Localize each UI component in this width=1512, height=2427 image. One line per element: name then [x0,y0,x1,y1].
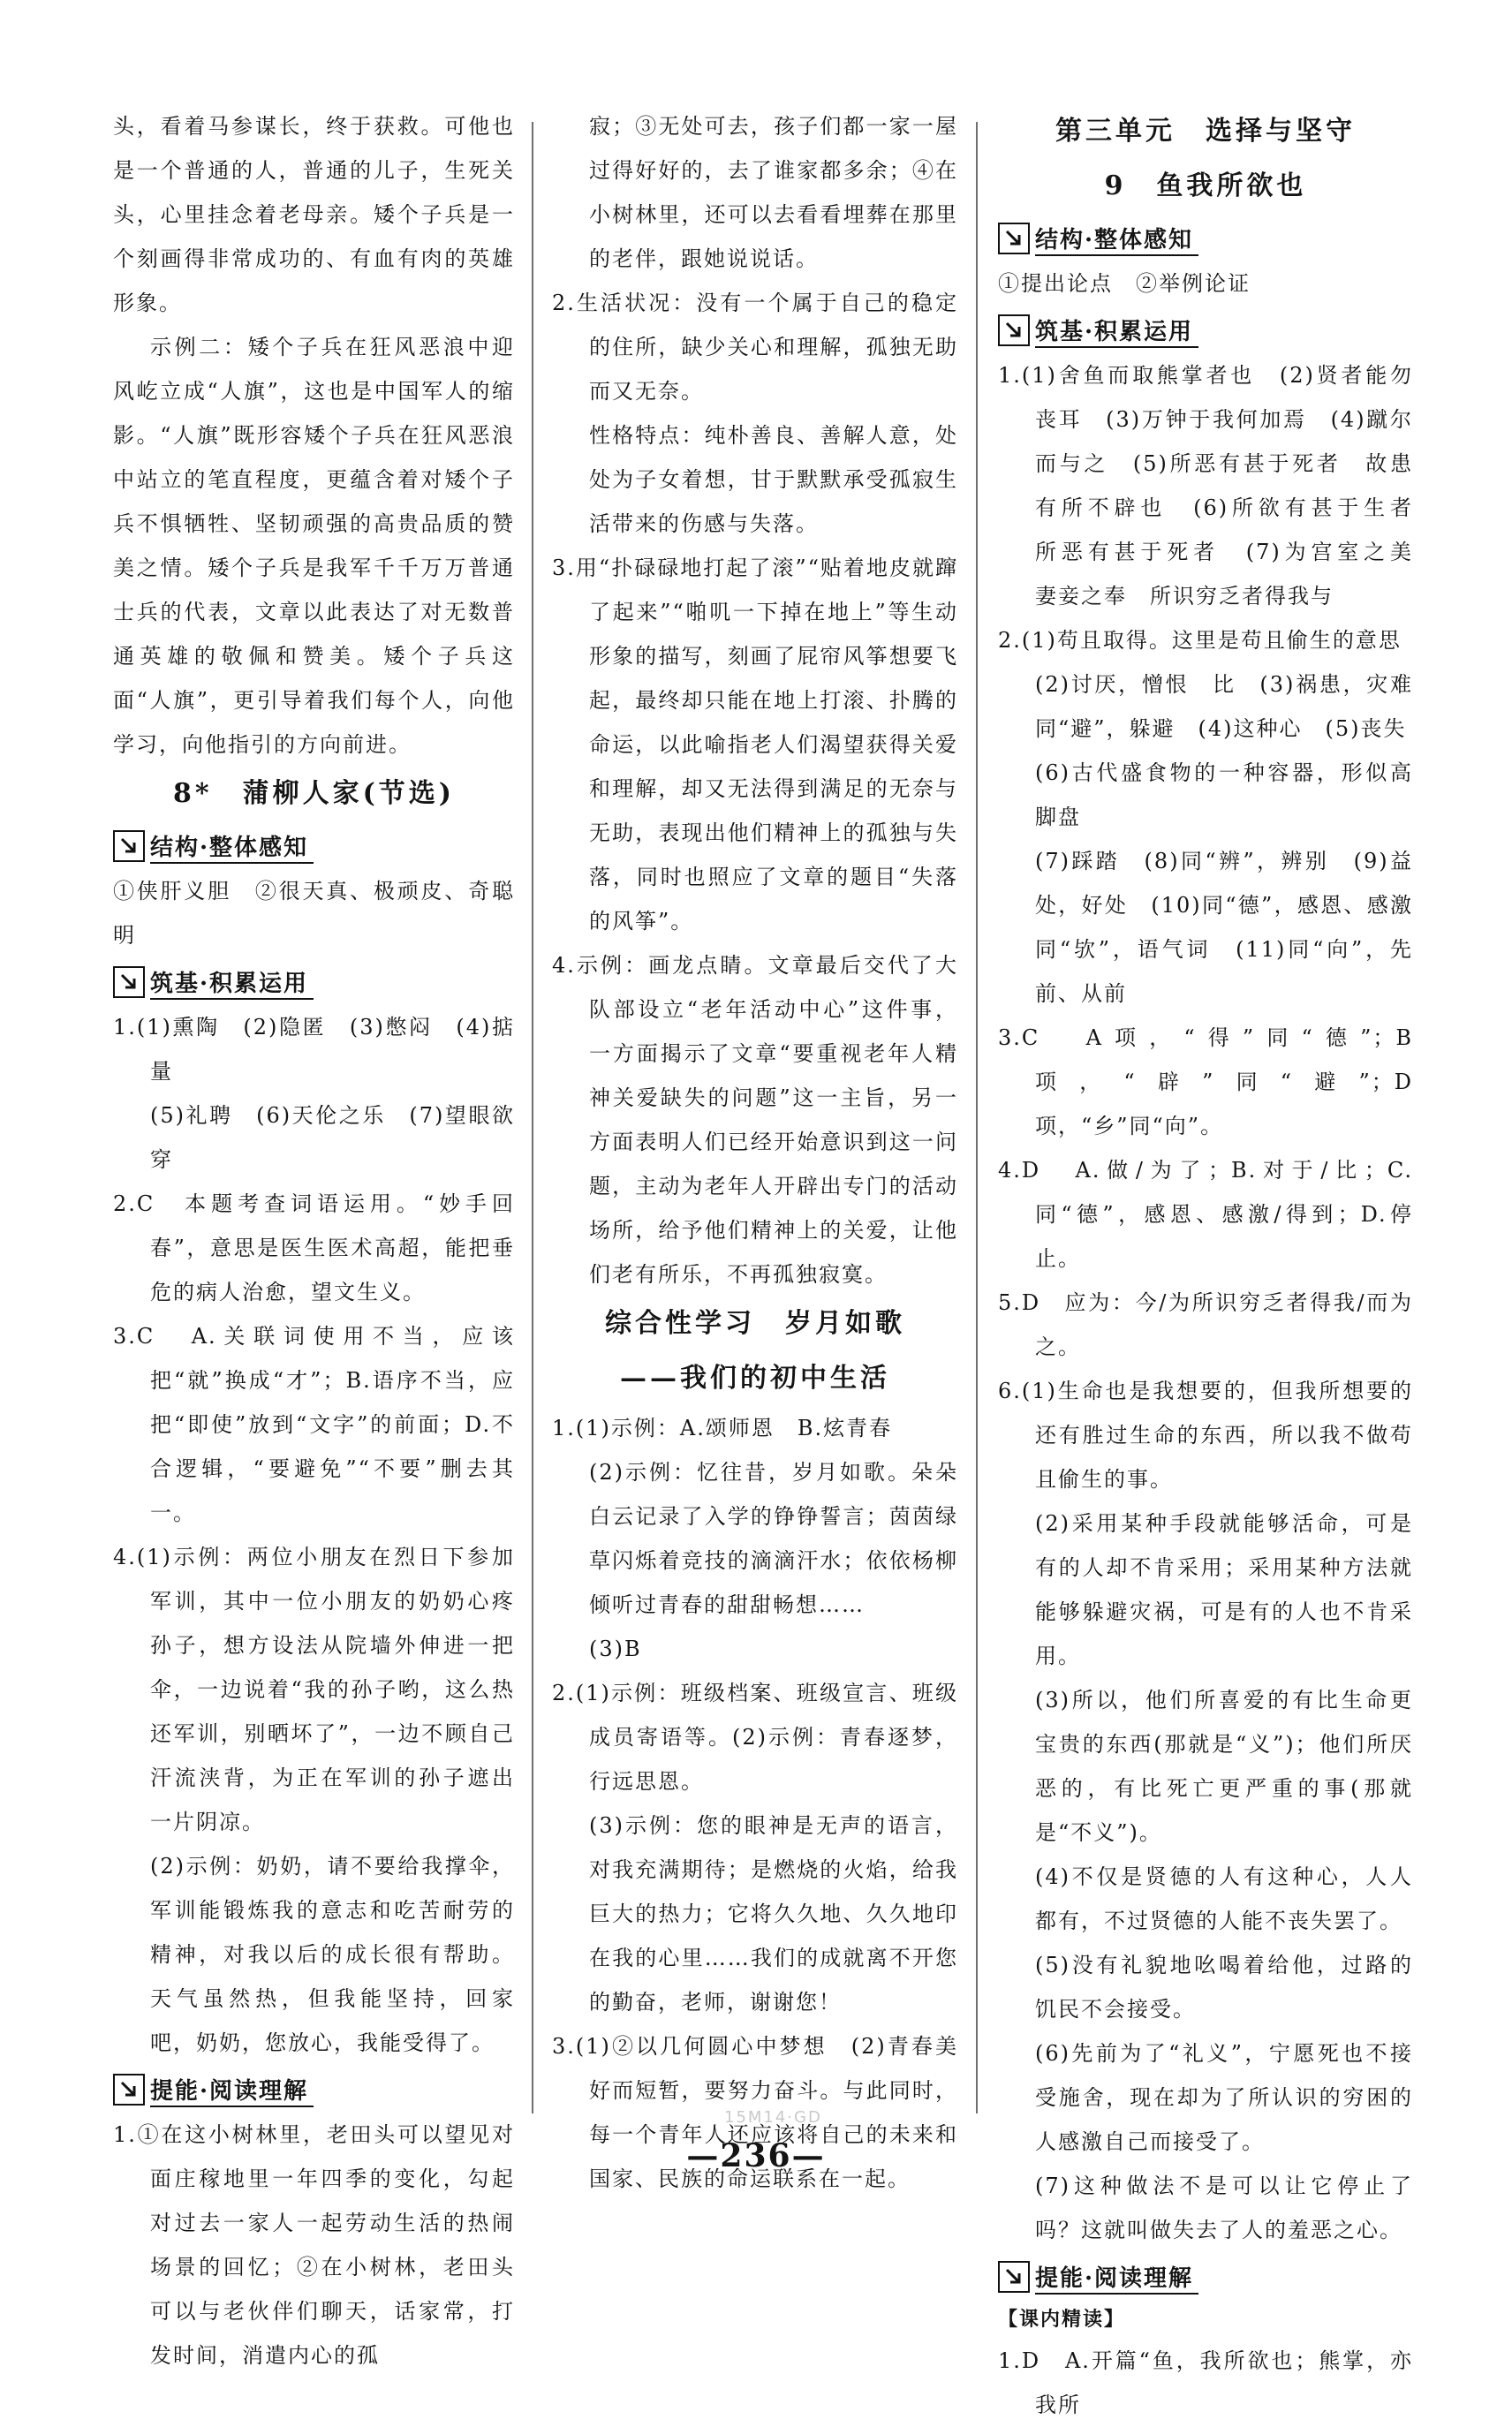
answer-item: 3.C A项，“得”同“德”；B项，“辟”同“避”；D项，“乡”同“向”。 [998,1025,1413,1138]
arrow-down-right-icon [113,2074,145,2106]
column-divider [976,122,978,2113]
answer-item: (2)采用某种手段就能够活命，可是有的人却不肯采用；采用某种方法就能够躲避灾祸，可是有的人也不肯采用。 [1035,1511,1413,1668]
activity-title: 综合性学习 岁月如歌 [605,1308,905,1339]
arrow-down-right-icon [998,314,1030,346]
answer-item: (3)所以，他们所喜爱的有比生命更宝贵的东西(那就是“义”)；他们所厌恶的，有比死亡更严重的事(那就是“不义”)。 [1035,1688,1413,1845]
answer-item: 寂；③无处可去，孩子们都一家一屋过得好好的，去了谁家都多余；④在小树林里，还可以去看看埋葬在那里的老伴，跟她说说话。 [589,114,958,271]
answer-item: 1.(1)示例：A.颂师恩 B.炫青春 [552,1416,893,1440]
answer-item: 2.生活状况：没有一个属于自己的稳定的住所，缺少关心和理解，孤独无助而又无奈。 [552,291,958,404]
subsection-label: 【课内精读】 [998,2308,1126,2331]
section-title: 结构·整体感知 [150,829,314,864]
column-left [113,104,515,2378]
answer-item: (5)没有礼貌地吆喝着给他，过路的饥民不会接受。 [1035,1953,1413,2022]
answer-line: ①侠肝义胆 ②很天真、极顽皮、奇聪明 [113,879,515,948]
answer-item: 3.C A.关联词使用不当，应该把“就”换成“才”；B.语序不当，应把“即使”放到“文字”的前面；D.不合逻辑，“要避免”“不要”删去其一。 [113,1324,515,1525]
section-title: 结构·整体感知 [1035,222,1198,256]
unit-title: 第三单元 选择与坚守 [1055,116,1356,147]
section-header [998,219,1413,258]
lesson-title: 8* 蒲柳人家(节选) [173,778,455,809]
section-header [113,2070,515,2109]
arrow-down-right-icon [113,966,145,998]
answer-item: 1.①在这小树林里，老田头可以望见对面庄稼地里一年四季的变化，勾起对过去一家人一起劳动生活的热闹场景的回忆；②在小树林，老田头可以与老伙伴们聊天，话家常，打发时间，消遣内心的孤 [113,2122,515,2368]
section-title: 筑基·积累运用 [1035,314,1198,348]
answer-item: (7)踩踏 (8)同“辨”，辨别 (9)益处，好处 (10)同“德”，感恩、感激 同“欤”，语气词 (11)同“向”，先前、从前 [1035,849,1436,1006]
answer-item: (6)古代盛食物的一种容器，形似高脚盘 [1035,760,1413,829]
column-right [998,104,1436,2427]
arrow-down-right-icon [998,2261,1030,2293]
arrow-down-right-icon [998,223,1030,254]
answer-item: 1.D A.开篇“鱼，我所欲也；熊掌，亦我所 [998,2348,1413,2417]
page-number: —236— [686,2137,826,2174]
paragraph: 头，看着马参谋长，终于获救。可他也是一个普通的人，普通的儿子，生死关头，心里挂念着老母亲。矮个子兵是一个刻画得非常成功的、有血有肉的英雄形象。 [113,114,515,315]
answer-item: (2)示例：奶奶，请不要给我撑伞，军训能锻炼我的意志和吃苦耐劳的精神，对我以后的成长很有帮助。天气虽然热，但我能坚持，回家吧，奶奶，您放心，我能受得了。 [150,1854,515,2055]
answer-item: (3)B [589,1637,642,1661]
answer-item: (6)先前为了“礼义”，宁愿死也不接受施舍，现在却为了所认识的穷困的人感激自己而接受了。 [1035,2041,1413,2154]
answer-item: 3.用“扑碌碌地打起了滚”“贴着地皮就蹿了起来”“啪叽一下掉在地上”等生动形象的描写，刻画了屁帘风筝想要飞起，最终却只能在地上打滚、扑腾的命运，以此喻指老人们渴望获得关爱和理解，却又无法得到满足的无奈与无助，表现出他们精神上的孤独与失落，同时也照应了文章的题目“失落的风筝”。 [552,556,958,934]
answer-item: 1.(1)舍鱼而取熊掌者也 (2)贤者能勿丧耳 (3)万钟于我何加焉 (4)蹴尔而与之 (5)所恶有甚于死者 故患有所不辟也 (6)所欲有甚于生者 所恶有甚于死者 (7)为宫室之美 妻妾之奉 所识穷乏者得我与 [998,363,1436,609]
section-title: 筑基·积累运用 [150,965,314,1000]
activity-subtitle: ——我们的初中生活 [620,1363,890,1394]
answer-item: 4.D A.做/为了；B.对于/比；C.同“德”，感恩、感激/得到；D.停止。 [998,1158,1413,1271]
answer-item: 2.C 本题考查词语运用。“妙手回春”，意思是医生医术高超，能把垂危的病人治愈，望文生义。 [113,1191,515,1304]
column-divider [532,122,533,2113]
answer-item: (3)示例：您的眼神是无声的语言，对我充满期待；是燃烧的火焰，给我巨大的热力；它将久久地、久久地印在我的心里……我们的成就离不开您的勤奋，老师，谢谢您！ [589,1813,958,2015]
answer-item: (5)礼聘 (6)天伦之乐 (7)望眼欲穿 [150,1103,515,1172]
answer-item: 2.(1)苟且取得。这里是苟且偷生的意思 [998,628,1402,653]
section-header [998,311,1413,350]
answer-line: ①提出论点 ②举例论证 [998,271,1251,296]
lesson-title: 9 鱼我所欲也 [1104,170,1307,201]
section-header [113,963,515,1002]
section-header [113,827,515,866]
answer-item: (4)不仅是贤德的人有这种心，人人都有，不过贤德的人能不丧失罢了。 [1035,1864,1413,1933]
answer-item: (2)示例：忆往昔，岁月如歌。朵朵白云记录了入学的铮铮誓言；茵茵绿草闪烁着竞技的滴滴汗水；依依杨柳倾听过青春的甜甜畅想…… [589,1460,958,1617]
answer-item: 1.(1)熏陶 (2)隐匿 (3)憋闷 (4)掂量 [113,1015,515,1084]
column-middle [552,104,958,2201]
watermark: 15M14·GD [724,2108,822,2127]
answer-item: (7)这种做法不是可以让它停止了吗？这就叫做失去了人的羞恶之心。 [1035,2174,1413,2242]
answer-item: 3.(1)②以几何圆心中梦想 (2)青春美好而短暂，要努力奋斗。与此同时，每一个青年人还应该将自己的未来和国家、民族的命运联系在一起。 [552,2034,958,2191]
answer-item: 4.(1)示例：两位小朋友在烈日下参加军训，其中一位小朋友的奶奶心疼孙子，想方设法从院墙外伸进一把伞，一边说着“我的孙子哟，这么热还军训，别晒坏了”，一边不顾自己汗流浃背，为正在军训的孙子遮出一片阴凉。 [113,1545,515,1834]
answer-item: 6.(1)生命也是我想要的，但我所想要的还有胜过生命的东西，所以我不做苟且偷生的事。 [998,1379,1413,1492]
section-header [998,2257,1413,2296]
paragraph: 示例二：矮个子兵在狂风恶浪中迎风屹立成“人旗”，这也是中国军人的缩影。“人旗”既形容矮个子兵在狂风恶浪中站立的笔直程度，更蕴含着对矮个子兵不惧牺牲、坚韧顽强的高贵品质的赞美之情。矮个子兵是我军千千万万普通士兵的代表，文章以此表达了对无数普通英雄的敬佩和赞美。矮个子兵这面“人旗”，更引导着我们每个人，向他学习，向他指引的方向前进。 [113,335,515,757]
section-title: 提能·阅读理解 [1035,2260,1198,2295]
answer-item: 5.D 应为：今/为所识穷乏者得我/而为之。 [998,1290,1413,1359]
answer-item: 2.(1)示例：班级档案、班级宣言、班级成员寄语等。(2)示例：青春逐梦，行远思恩。 [552,1681,958,1794]
section-title: 提能·阅读理解 [150,2073,314,2107]
answer-item: (2)讨厌，憎恨 比 (3)祸患，灾难 同“避”，躲避 (4)这种心 (5)丧失 [1035,672,1436,741]
answer-item: 4.示例：画龙点睛。文章最后交代了大队部设立“老年活动中心”这件事，一方面揭示了文章“要重视老年人精神关爱缺失的问题”这一主旨，另一方面表明人们已经开始意识到这一问题，主动为老年人开辟出专门的活动场所，给予他们精神上的关爱，让他们老有所乐，不再孤独寂寞。 [552,953,958,1287]
answer-item: 性格特点：纯朴善良、善解人意，处处为子女着想，甘于默默承受孤寂生活带来的伤感与失落。 [589,423,958,536]
arrow-down-right-icon [113,830,145,862]
